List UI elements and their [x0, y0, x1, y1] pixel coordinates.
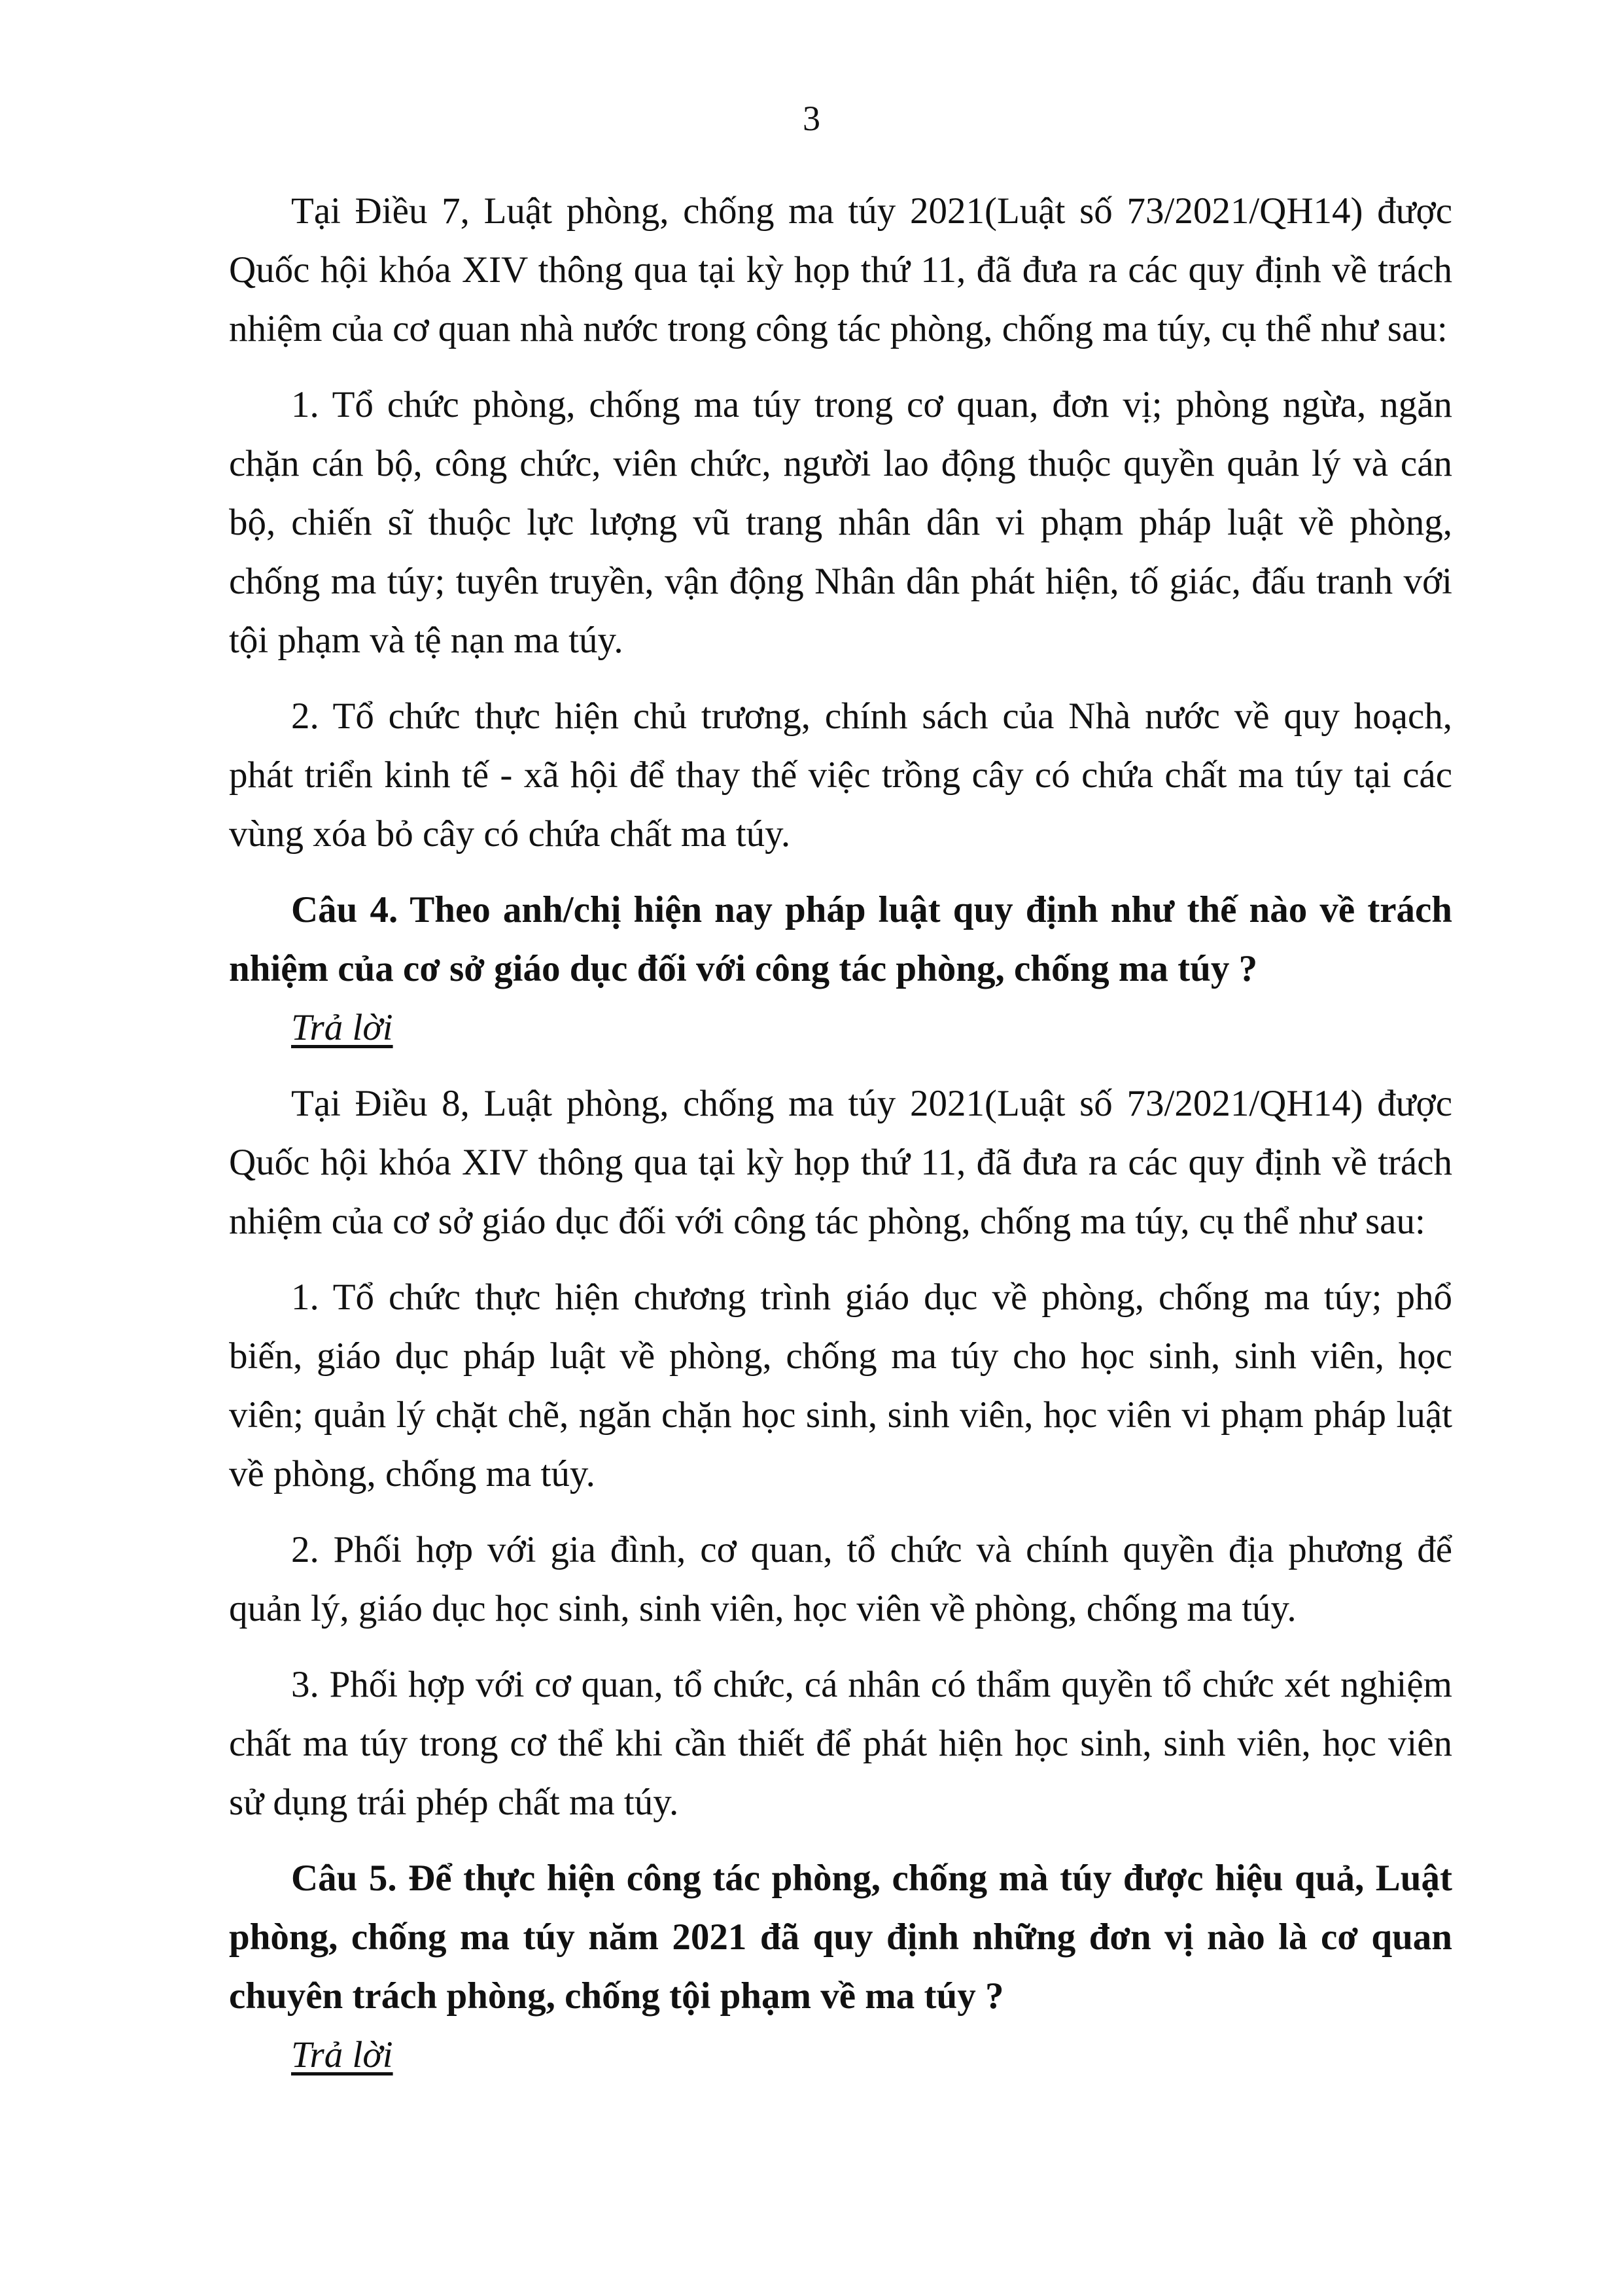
- paragraph-article-7-item-2: 2. Tổ chức thực hiện chủ trương, chính sách của Nhà nước về quy hoạch, phát triển kinh tế - xã hội để thay thế việc trồng cây có chứa chất ma túy tại các vùng xóa bỏ cây có chứa chất ma túy.: [229, 696, 1452, 855]
- question-5-heading: Câu 5. Để thực hiện công tác phòng, chống mà túy được hiệu quả, Luật phòng, chống ma túy năm 2021 đã quy định những đơn vị nào là cơ quan chuyên trách phòng, chống tội phạm về ma túy ?: [229, 1858, 1452, 2017]
- page-number: 3: [803, 99, 820, 138]
- paragraph-article-7-intro: Tại Điều 7, Luật phòng, chống ma túy 2021(Luật số 73/2021/QH14) được Quốc hội khóa XIV thông qua tại kỳ họp thứ 11, đã đưa ra các quy định về trách nhiệm của cơ quan nhà nước trong công tác phòng, chống ma túy, cụ thể như sau:: [229, 190, 1452, 349]
- paragraph-article-7-item-1: 1. Tổ chức phòng, chống ma túy trong cơ quan, đơn vị; phòng ngừa, ngăn chặn cán bộ, công chức, viên chức, người lao động thuộc quyền quản lý và cán bộ, chiến sĩ thuộc lực lượng vũ trang nhân dân vi phạm pháp luật về phòng, chống ma túy; tuyên truyền, vận động Nhân dân phát hiện, tố giác, đấu tranh với tội phạm và tệ nạn ma túy.: [229, 384, 1452, 661]
- paragraph-article-8-item-1: 1. Tổ chức thực hiện chương trình giáo dục về phòng, chống ma túy; phổ biến, giáo dục pháp luật về phòng, chống ma túy cho học sinh, sinh viên, học viên; quản lý chặt chẽ, ngăn chặn học sinh, sinh viên, học viên vi phạm pháp luật về phòng, chống ma túy.: [229, 1277, 1452, 1494]
- paragraph-article-8-intro: Tại Điều 8, Luật phòng, chống ma túy 2021(Luật số 73/2021/QH14) được Quốc hội khóa XIV thông qua tại kỳ họp thứ 11, đã đưa ra các quy định về trách nhiệm của cơ sở giáo dục đối với công tác phòng, chống ma túy, cụ thể như sau:: [229, 1083, 1452, 1242]
- answer-label-question-4: Trả lời: [291, 1007, 393, 1048]
- answer-label-question-5: Trả lời: [291, 2034, 393, 2075]
- paragraph-article-8-item-2: 2. Phối hợp với gia đình, cơ quan, tổ chức và chính quyền địa phương để quản lý, giáo dục học sinh, sinh viên, học viên về phòng, chống ma túy.: [229, 1529, 1452, 1629]
- page-body: [229, 182, 1452, 2085]
- paragraph-article-8-item-3: 3. Phối hợp với cơ quan, tổ chức, cá nhân có thẩm quyền tổ chức xét nghiệm chất ma túy trong cơ thể khi cần thiết để phát hiện học sinh, sinh viên, học viên sử dụng trái phép chất ma túy.: [229, 1664, 1452, 1823]
- question-4-heading: Câu 4. Theo anh/chị hiện nay pháp luật quy định như thế nào về trách nhiệm của cơ sở giáo dục đối với công tác phòng, chống ma túy ?: [229, 889, 1452, 989]
